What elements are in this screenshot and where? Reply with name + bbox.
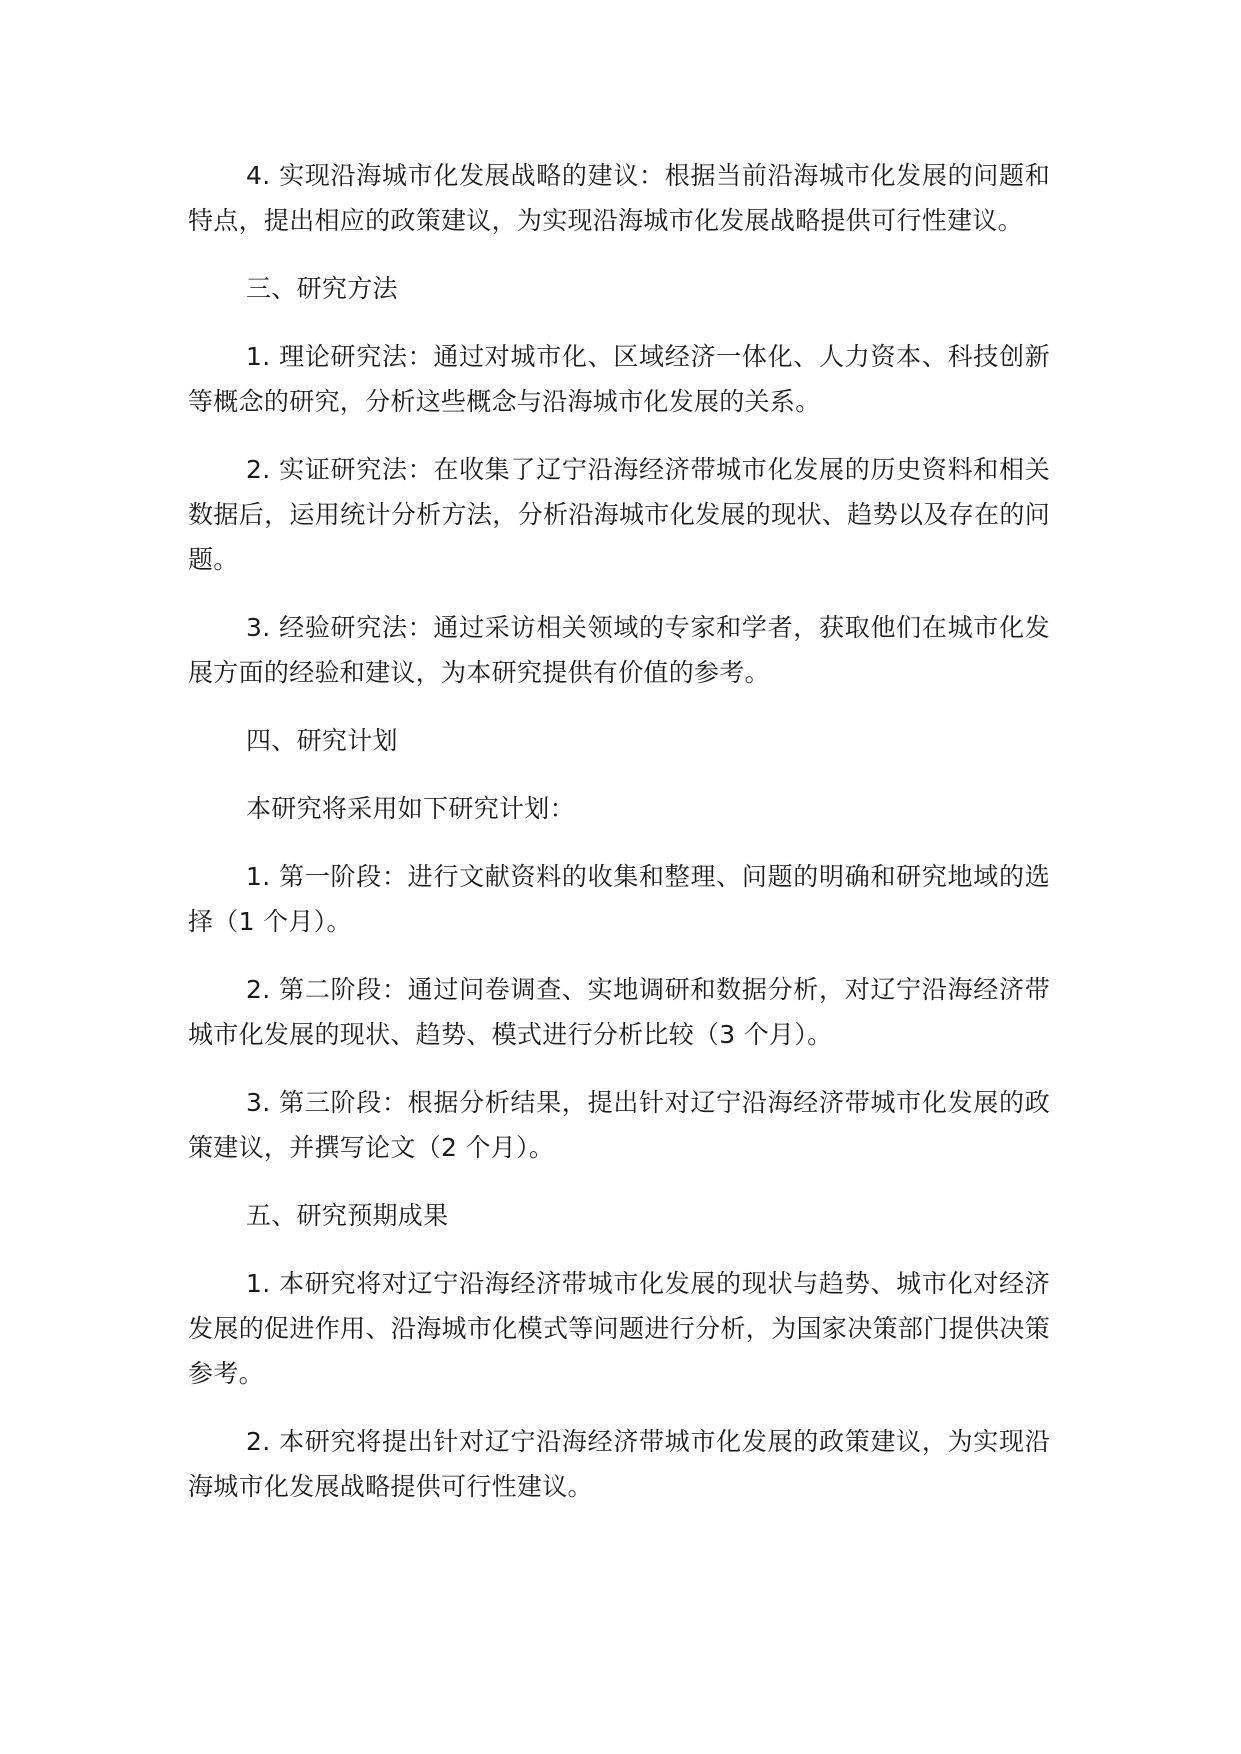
paragraph-theory-method: 1. 理论研究法：通过对城市化、区域经济一体化、人力资本、科技创新等概念的研究，分析这些概念与沿海城市化发展的关系。 bbox=[188, 342, 1050, 416]
section-heading-expected-results: 五、研究预期成果 bbox=[246, 1201, 449, 1230]
document-page bbox=[188, 153, 1050, 1532]
paragraph-empirical-method: 2. 实证研究法：在收集了辽宁沿海经济带城市化发展的历史资料和相关数据后，运用统计分析方法，分析沿海城市化发展的现状、趋势以及存在的问题。 bbox=[188, 455, 1050, 574]
paragraph-result-one: 1. 本研究将对辽宁沿海经济带城市化发展的现状与趋势、城市化对经济发展的促进作用、沿海城市化模式等问题进行分析，为国家决策部门提供决策参考。 bbox=[188, 1269, 1050, 1388]
paragraph-plan-intro: 本研究将采用如下研究计划： bbox=[246, 794, 575, 823]
paragraph-experience-method: 3. 经验研究法：通过采访相关领域的专家和学者，获取他们在城市化发展方面的经验和建议，为本研究提供有价值的参考。 bbox=[188, 613, 1050, 687]
paragraph-phase-one: 1. 第一阶段：进行文献资料的收集和整理、问题的明确和研究地域的选择（1 个月）。 bbox=[188, 862, 1050, 936]
paragraph-phase-two: 2. 第二阶段：通过问卷调查、实地调研和数据分析，对辽宁沿海经济带城市化发展的现状、趋势、模式进行分析比较（3 个月）。 bbox=[188, 975, 1050, 1049]
paragraph-strategy-suggestion: 4. 实现沿海城市化发展战略的建议：根据当前沿海城市化发展的问题和特点，提出相应的政策建议，为实现沿海城市化发展战略提供可行性建议。 bbox=[188, 161, 1050, 235]
paragraph-phase-three: 3. 第三阶段：根据分析结果，提出针对辽宁沿海经济带城市化发展的政策建议，并撰写论文（2 个月）。 bbox=[188, 1088, 1050, 1162]
section-heading-research-plan: 四、研究计划 bbox=[246, 726, 398, 755]
paragraph-result-two: 2. 本研究将提出针对辽宁沿海经济带城市化发展的政策建议，为实现沿海城市化发展战略提供可行性建议。 bbox=[188, 1427, 1050, 1501]
section-heading-research-methods: 三、研究方法 bbox=[246, 274, 398, 303]
